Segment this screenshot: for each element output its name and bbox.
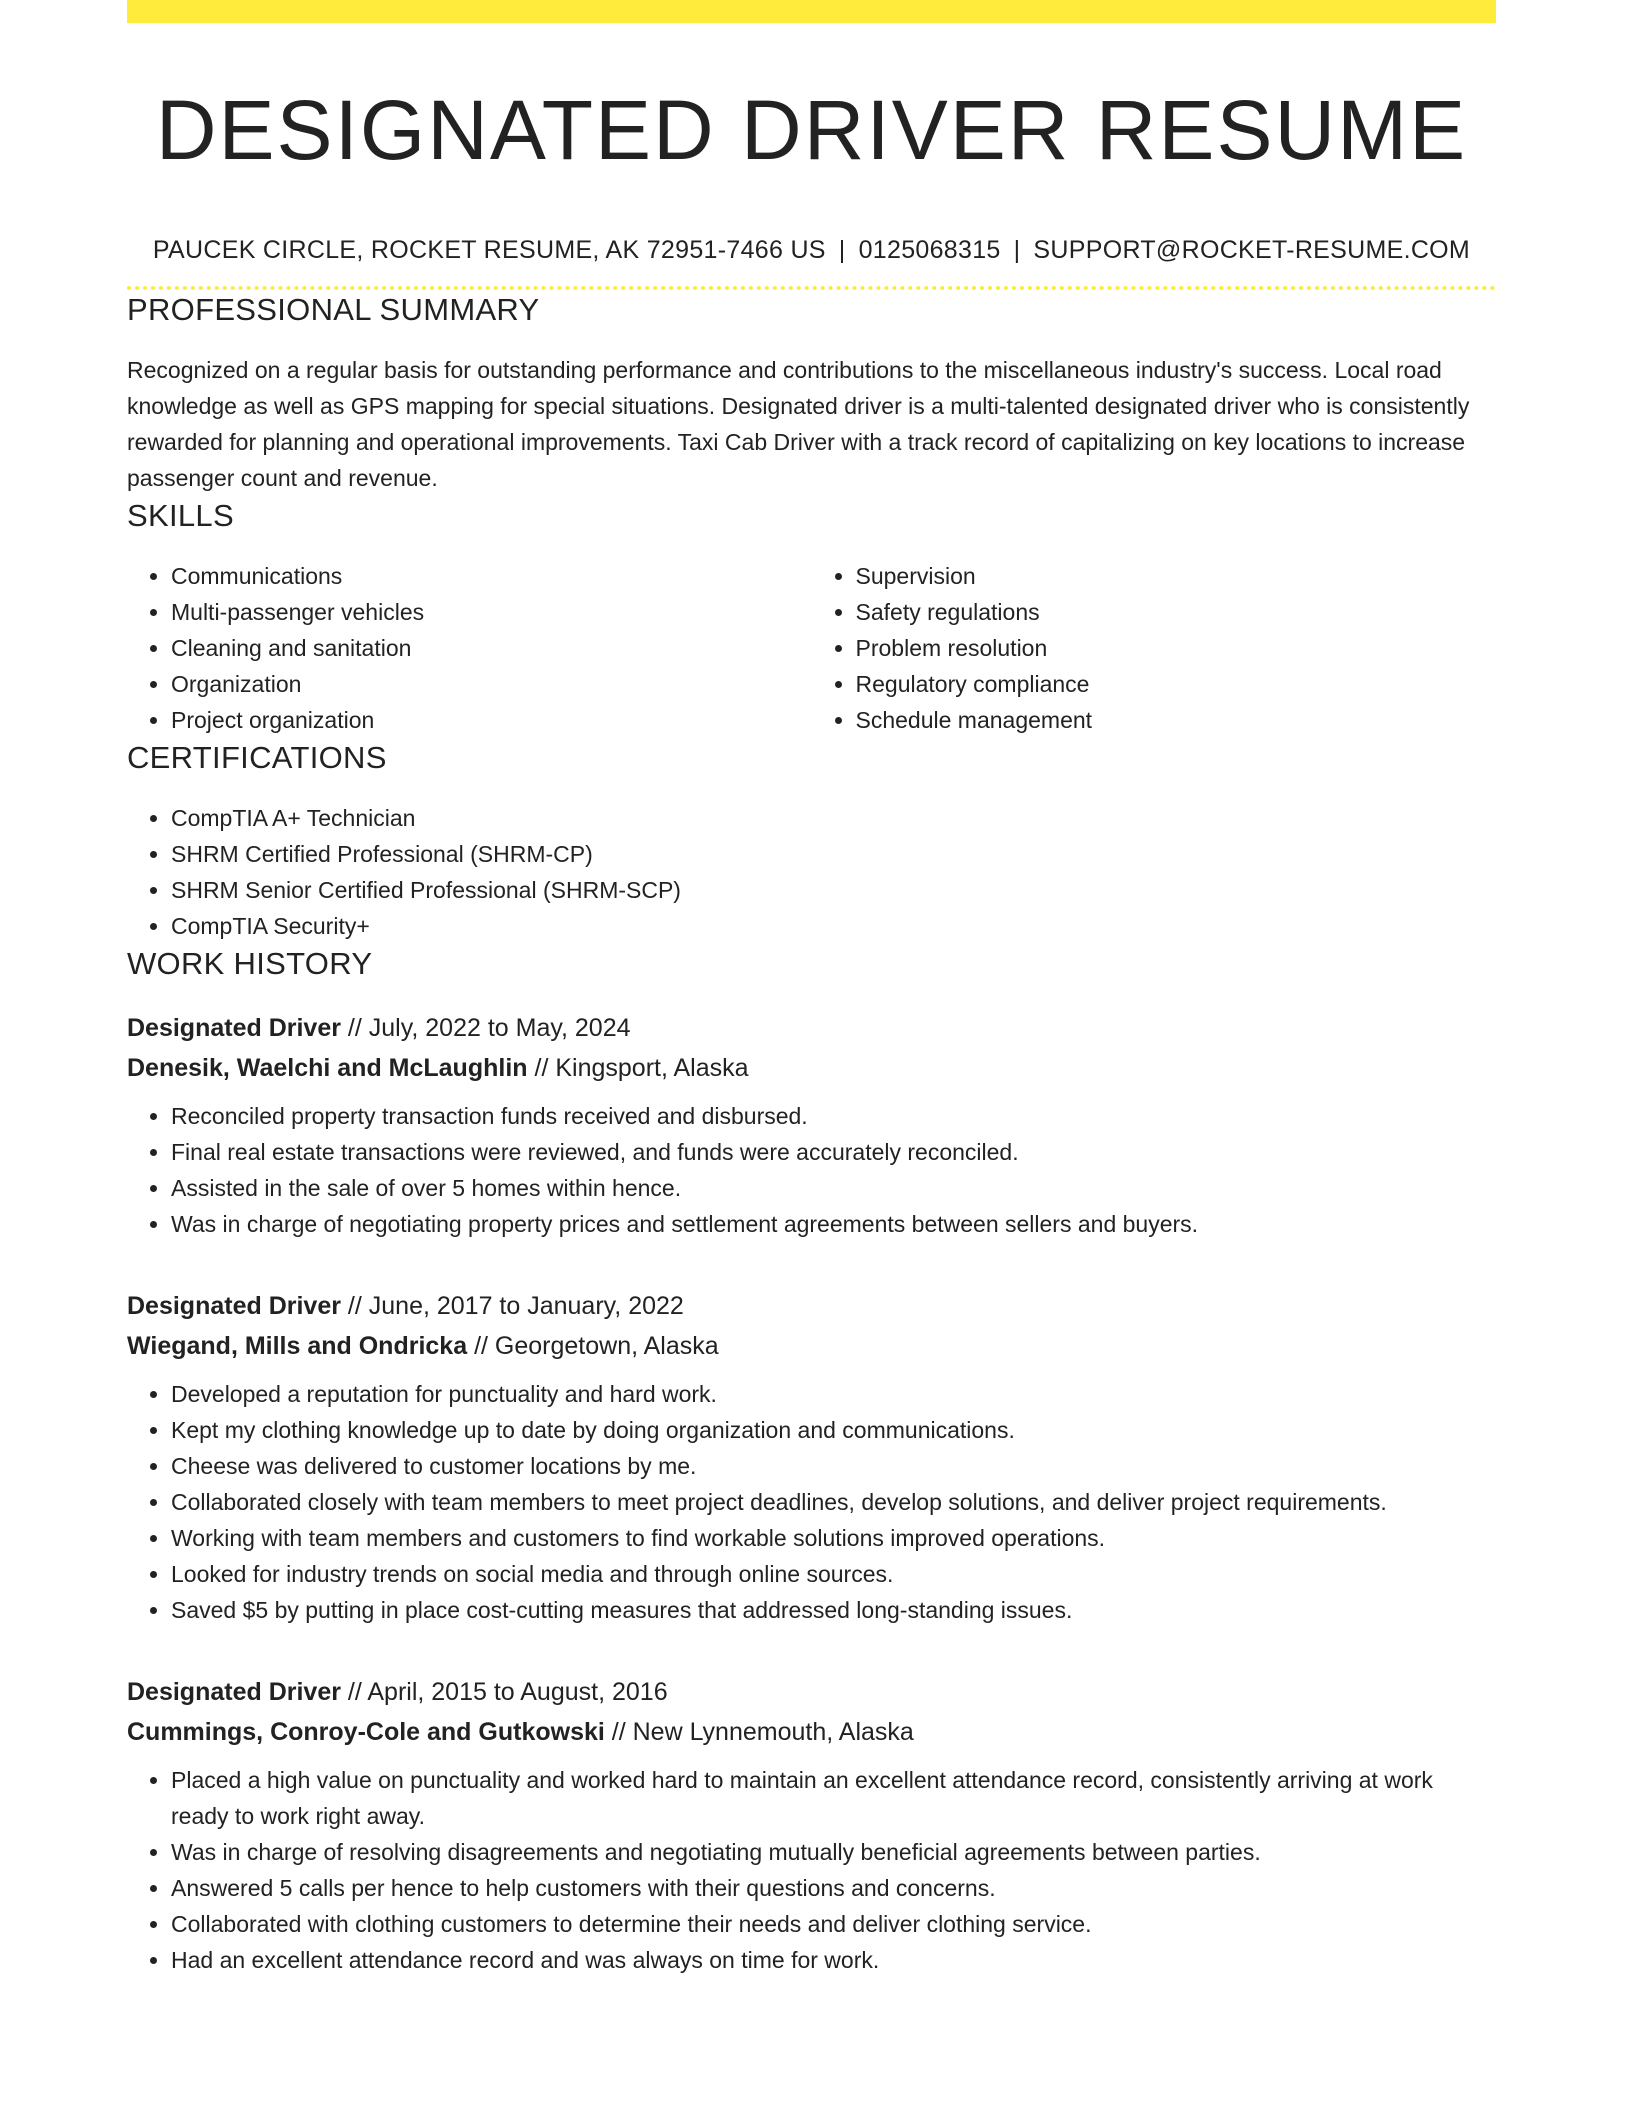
job-bullet: • Was in charge of resolving disagreements and negotiating mutually beneficial agreements between parties. xyxy=(171,1834,1496,1870)
contact-separator: | xyxy=(1013,236,1021,264)
skill-item: • Organization xyxy=(171,666,812,702)
job-location: Georgetown, Alaska xyxy=(494,1332,719,1360)
contact-phone: 0125068315 xyxy=(858,236,1001,264)
certification-item: • CompTIA A+ Technician xyxy=(171,800,1496,836)
job-bullet: • Placed a high value on punctuality and worked hard to maintain an excellent attendance record, consistently arriving at work ready to work right away. xyxy=(171,1762,1496,1834)
field-separator: // xyxy=(340,1014,369,1042)
skill-item: • Regulatory compliance xyxy=(856,666,1497,702)
field-separator: // xyxy=(527,1054,556,1082)
contact-email: SUPPORT@ROCKET-RESUME.COM xyxy=(1033,236,1471,264)
job-bullet: • Had an excellent attendance record and was always on time for work. xyxy=(171,1942,1496,1978)
job-dates: April, 2015 to August, 2016 xyxy=(367,1678,668,1706)
job-bullet: • Kept my clothing knowledge up to date by doing organization and communications. xyxy=(171,1412,1496,1448)
certification-item: • SHRM Senior Certified Professional (SHRM-SCP) xyxy=(171,872,1496,908)
contact-address: PAUCEK CIRCLE, ROCKET RESUME, AK 72951-7466 US xyxy=(152,236,826,264)
job-dates: June, 2017 to January, 2022 xyxy=(368,1292,684,1320)
resume-title: DESIGNATED DRIVER RESUME xyxy=(155,83,1468,177)
job-company: Wiegand, Mills and Ondricka xyxy=(127,1332,468,1360)
skill-item: • Cleaning and sanitation xyxy=(171,630,812,666)
job-bullet: • Final real estate transactions were reviewed, and funds were accurately reconciled. xyxy=(171,1134,1496,1170)
job-title: Designated Driver xyxy=(127,1292,341,1320)
job-bullets xyxy=(127,1762,1496,1978)
skill-item: • Multi-passenger vehicles xyxy=(171,594,812,630)
skills-heading: SKILLS xyxy=(127,498,234,533)
job-bullets xyxy=(127,1376,1496,1628)
job-bullet: • Was in charge of negotiating property prices and settlement agreements between sellers and buyers. xyxy=(171,1206,1496,1242)
job-company: Cummings, Conroy-Cole and Gutkowski xyxy=(127,1718,605,1746)
field-separator: // xyxy=(467,1332,495,1360)
job-company-line xyxy=(127,1712,1496,1752)
summary-text: Recognized on a regular basis for outstanding performance and contributions to the miscellaneous industry's success. Local road knowledge as well as GPS mapping for special situations. Designated driver is a multi-talented designated driver who is consistently rewarded for planning and operational improvements. Taxi Cab Driver with a track record of capitalizing on key locations to increase passenger count and revenue. xyxy=(127,357,1470,491)
job-title: Designated Driver xyxy=(127,1014,341,1042)
job-bullet: • Collaborated closely with team members to meet project deadlines, develop solutions, and deliver project requirements. xyxy=(171,1484,1496,1520)
job-bullet: • Reconciled property transaction funds received and disbursed. xyxy=(171,1098,1496,1134)
skill-item: • Problem resolution xyxy=(856,630,1497,666)
certification-item: • SHRM Certified Professional (SHRM-CP) xyxy=(171,836,1496,872)
skills-columns xyxy=(127,558,1496,738)
skill-item: • Project organization xyxy=(171,702,812,738)
job-bullet: • Saved $5 by putting in place cost-cutting measures that addressed long-standing issues. xyxy=(171,1592,1496,1628)
job-entry xyxy=(127,1008,1496,1242)
job-company: Denesik, Waelchi and McLaughlin xyxy=(127,1054,528,1082)
job-bullet: • Working with team members and customers to find workable solutions improved operations. xyxy=(171,1520,1496,1556)
job-bullet: • Cheese was delivered to customer locations by me. xyxy=(171,1448,1496,1484)
resume-content xyxy=(127,78,1496,1978)
job-title: Designated Driver xyxy=(127,1678,341,1706)
job-bullets xyxy=(127,1098,1496,1242)
job-dates: July, 2022 to May, 2024 xyxy=(368,1014,631,1042)
field-separator: // xyxy=(340,1292,369,1320)
skills-list-right xyxy=(812,558,1497,738)
job-bullet: • Answered 5 calls per hence to help customers with their questions and concerns. xyxy=(171,1870,1496,1906)
field-separator: // xyxy=(604,1718,633,1746)
skill-item: • Safety regulations xyxy=(856,594,1497,630)
job-entry xyxy=(127,1286,1496,1628)
job-title-line xyxy=(127,1286,1496,1326)
contact-line xyxy=(127,234,1496,266)
skills-list-left xyxy=(127,558,812,738)
work-history-heading: WORK HISTORY xyxy=(127,946,373,981)
job-bullet: • Collaborated with clothing customers to determine their needs and deliver clothing service. xyxy=(171,1906,1496,1942)
certification-item: • CompTIA Security+ xyxy=(171,908,1496,944)
field-separator: // xyxy=(340,1678,368,1706)
certifications-heading: CERTIFICATIONS xyxy=(127,740,387,775)
job-company-line xyxy=(127,1326,1496,1366)
job-location: New Lynnemouth, Alaska xyxy=(632,1718,914,1746)
job-bullet: • Assisted in the sale of over 5 homes within hence. xyxy=(171,1170,1496,1206)
contact-separator: | xyxy=(838,236,846,264)
job-bullet: • Developed a reputation for punctuality and hard work. xyxy=(171,1376,1496,1412)
job-entry xyxy=(127,1672,1496,1978)
top-accent-bar xyxy=(127,0,1496,23)
job-company-line xyxy=(127,1048,1496,1088)
job-bullet: • Looked for industry trends on social media and through online sources. xyxy=(171,1556,1496,1592)
skill-item: • Communications xyxy=(171,558,812,594)
skill-item: • Schedule management xyxy=(856,702,1497,738)
job-title-line xyxy=(127,1008,1496,1048)
certifications-list xyxy=(127,800,1496,944)
skill-item: • Supervision xyxy=(856,558,1497,594)
job-title-line xyxy=(127,1672,1496,1712)
job-location: Kingsport, Alaska xyxy=(555,1054,749,1082)
summary-heading: PROFESSIONAL SUMMARY xyxy=(127,292,540,327)
